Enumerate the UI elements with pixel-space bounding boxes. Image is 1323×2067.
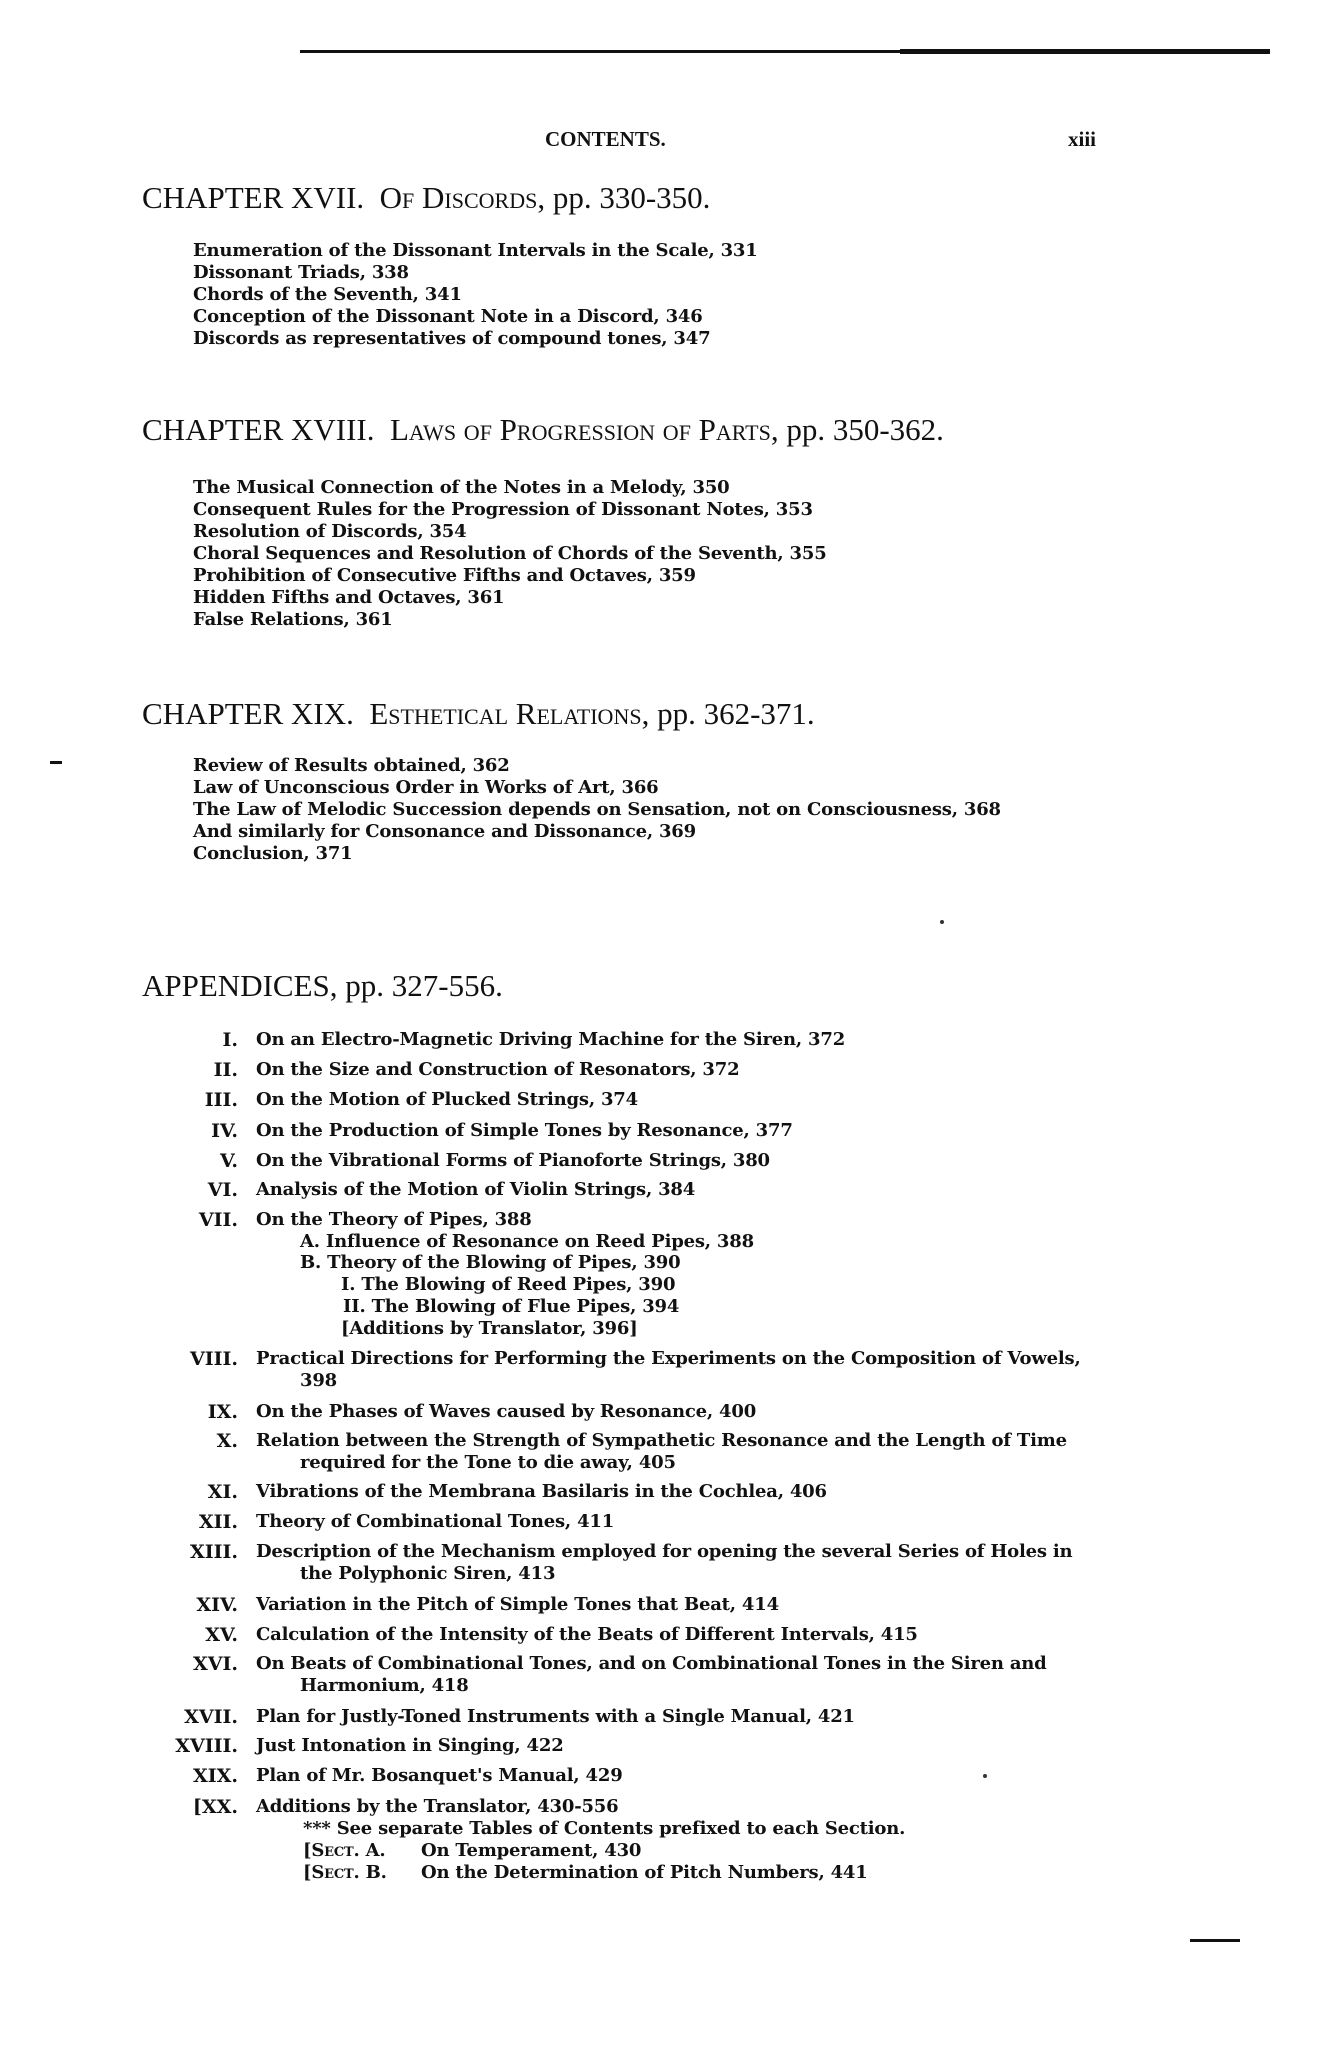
chapter-label: CHAPTER XVIII. <box>142 412 375 447</box>
running-header-title: CONTENTS. <box>545 127 666 151</box>
appendix-entry: Additions by the Translator, 430-556 <box>256 1796 619 1817</box>
section-entry: On Temperament, 430 <box>421 1840 642 1861</box>
toc-entry: The Musical Connection of the Notes in a Melody, 350 <box>193 477 730 498</box>
appendix-entry: On an Electro-Magnetic Driving Machine for the Siren, 372 <box>256 1029 846 1050</box>
appendix-entry: Vibrations of the Membrana Basilaris in the Cochlea, 406 <box>256 1481 827 1502</box>
appendix-number: V. <box>219 1150 238 1172</box>
toc-entry: Choral Sequences and Resolution of Chords of the Seventh, 355 <box>193 543 827 564</box>
appendix-subentry: [Additions by Translator, 396] <box>341 1318 638 1339</box>
appendix-number: XVI. <box>193 1653 238 1675</box>
chapter-pages: , pp. 362-371. <box>641 696 815 731</box>
section-label: [Sect. A. <box>303 1840 386 1861</box>
appendix-subentry: II. The Blowing of Flue Pipes, 394 <box>343 1296 680 1317</box>
toc-entry: Prohibition of Consecutive Fifths and Octaves, 359 <box>193 565 696 586</box>
top-scan-rule-thick <box>900 49 1270 54</box>
appendix-number: XIII. <box>189 1541 238 1563</box>
appendix-entry-continued: required for the Tone to die away, 405 <box>300 1452 676 1473</box>
appendix-number: VI. <box>207 1179 238 1201</box>
margin-mark <box>50 761 62 764</box>
section-label: [Sect. B. <box>303 1862 387 1883</box>
appendix-entry: Theory of Combinational Tones, 411 <box>256 1511 615 1532</box>
appendix-number: XVII. <box>184 1706 238 1728</box>
toc-entry: Review of Results obtained, 362 <box>193 755 510 776</box>
toc-entry: False Relations, 361 <box>193 609 393 630</box>
toc-entry: Consequent Rules for the Progression of Dissonant Notes, 353 <box>193 499 813 520</box>
chapter-heading <box>142 412 944 448</box>
appendix-entry: On the Production of Simple Tones by Resonance, 377 <box>256 1120 793 1141</box>
appendix-number: [XX. <box>192 1796 238 1818</box>
appendix-entry: On the Size and Construction of Resonators, 372 <box>256 1059 740 1080</box>
toc-entry: Discords as representatives of compound tones, 347 <box>193 328 711 349</box>
appendices-heading: APPENDICES, pp. 327-556. <box>142 968 503 1003</box>
chapter-title: Of Discords <box>379 180 538 215</box>
appendix-number: XI. <box>207 1481 238 1503</box>
appendix-entry: On Beats of Combinational Tones, and on Combinational Tones in the Siren and <box>256 1653 1047 1674</box>
scan-speck <box>983 1774 987 1778</box>
appendix-number: I. <box>222 1029 238 1051</box>
appendix-entry: On the Theory of Pipes, 388 <box>256 1209 532 1230</box>
appendix-subentry: I. The Blowing of Reed Pipes, 390 <box>341 1274 676 1295</box>
appendix-number: XV. <box>205 1624 238 1646</box>
chapter-title: Esthetical Relations <box>369 696 642 731</box>
appendix-entry: Calculation of the Intensity of the Beats of Different Intervals, 415 <box>256 1624 918 1645</box>
appendix-entry: On the Motion of Plucked Strings, 374 <box>256 1089 638 1110</box>
appendix-number: III. <box>204 1089 238 1111</box>
toc-entry: The Law of Melodic Succession depends on Sensation, not on Consciousness, 368 <box>193 799 1001 820</box>
appendix-number: XVIII. <box>175 1735 238 1757</box>
scan-speck <box>940 920 944 924</box>
appendix-entry-continued: the Polyphonic Siren, 413 <box>300 1563 556 1584</box>
toc-entry: Conclusion, 371 <box>193 843 353 864</box>
toc-entry: Hidden Fifths and Octaves, 361 <box>193 587 505 608</box>
chapter-heading <box>142 696 815 732</box>
chapter-pages: , pp. 350-362. <box>770 412 944 447</box>
appendix-entry-continued: 398 <box>300 1370 337 1391</box>
toc-entry: Resolution of Discords, 354 <box>193 521 467 542</box>
appendix-number: X. <box>216 1430 238 1452</box>
appendix-entry: Plan of Mr. Bosanquet's Manual, 429 <box>256 1765 623 1786</box>
appendix-number: XIV. <box>196 1594 238 1616</box>
appendix-number: IV. <box>211 1120 238 1142</box>
appendix-entry: Plan for Justly-Toned Instruments with a Single Manual, 421 <box>256 1706 855 1727</box>
toc-entry: Law of Unconscious Order in Works of Art, 366 <box>193 777 659 798</box>
toc-entry: Conception of the Dissonant Note in a Discord, 346 <box>193 306 703 327</box>
toc-entry: Chords of the Seventh, 341 <box>193 284 462 305</box>
appendix-subentry: B. Theory of the Blowing of Pipes, 390 <box>300 1252 681 1273</box>
appendix-entry: On the Phases of Waves caused by Resonance, 400 <box>256 1401 757 1422</box>
appendix-entry: Description of the Mechanism employed for opening the several Series of Holes in <box>256 1541 1073 1562</box>
appendix-entry: On the Vibrational Forms of Pianoforte Strings, 380 <box>256 1150 770 1171</box>
toc-entry: Dissonant Triads, 338 <box>193 262 409 283</box>
toc-entry: Enumeration of the Dissonant Intervals in the Scale, 331 <box>193 240 758 261</box>
chapter-label: CHAPTER XVII. <box>142 180 365 215</box>
appendix-entry: Practical Directions for Performing the Experiments on the Composition of Vowels, <box>256 1348 1081 1369</box>
appendix-entry: Relation between the Strength of Sympathetic Resonance and the Length of Time <box>256 1430 1067 1451</box>
page-number: xiii <box>1068 127 1097 151</box>
section-entry: On the Determination of Pitch Numbers, 441 <box>421 1862 868 1883</box>
appendix-subentry: A. Influence of Resonance on Reed Pipes, 388 <box>300 1231 754 1252</box>
appendix-entry: Variation in the Pitch of Simple Tones that Beat, 414 <box>256 1594 779 1615</box>
chapter-label: CHAPTER XIX. <box>142 696 354 731</box>
appendix-number: VII. <box>198 1209 238 1231</box>
appendix-entry: Analysis of the Motion of Violin Strings, 384 <box>256 1179 696 1200</box>
chapter-heading <box>142 180 710 216</box>
appendix-entry: Just Intonation in Singing, 422 <box>256 1735 564 1756</box>
appendix-number: VIII. <box>189 1348 238 1370</box>
toc-entry: And similarly for Consonance and Dissonance, 369 <box>193 821 696 842</box>
appendix-number: XIX. <box>193 1765 238 1787</box>
chapter-pages: , pp. 330-350. <box>537 180 711 215</box>
appendix-number: II. <box>213 1059 238 1081</box>
appendix-number: IX. <box>207 1401 238 1423</box>
chapter-title: Laws of Progression of Parts <box>390 412 771 447</box>
appendix-note: *** See separate Tables of Contents prefixed to each Section. <box>303 1818 906 1839</box>
margin-mark <box>1190 1939 1240 1942</box>
appendix-number: XII. <box>198 1511 238 1533</box>
appendix-entry-continued: Harmonium, 418 <box>300 1675 469 1696</box>
